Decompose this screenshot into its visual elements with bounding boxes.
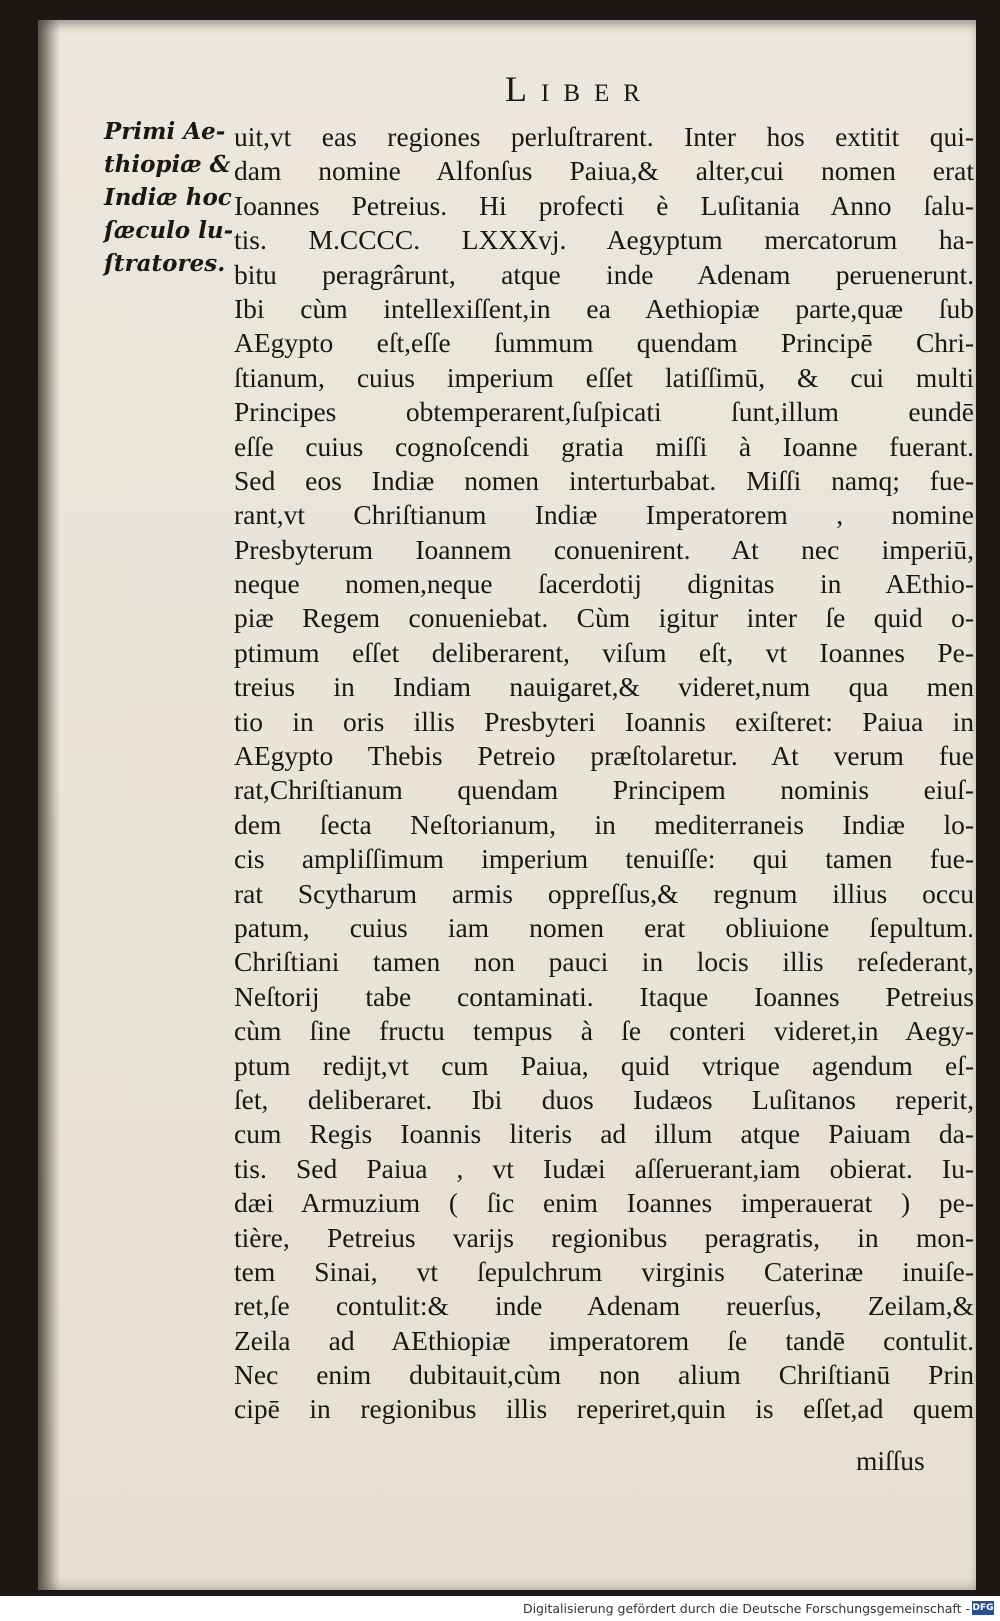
text-line: Zeila ad AEthiopiæ imperatorem ſe tandē contulit.	[234, 1324, 974, 1356]
text-line: eſſe cuius cognoſcendi gratia miſſi à Ioanne fuerant.	[234, 430, 974, 462]
text-line: AEgypto eſt,eſſe ſummum quendam Principē Chri-	[234, 327, 974, 359]
text-line: cum Regis Ioannis literis ad illum atque Paiuam da-	[234, 1118, 974, 1150]
text-line: AEgypto Thebis Petreio præſtolaretur. At verum fue	[234, 740, 974, 772]
text-line: dam nomine Alfonſus Paiua,& alter,cui nomen erat	[234, 155, 974, 187]
digitization-footer	[0, 1596, 1000, 1621]
marginal-note	[104, 115, 254, 280]
text-line: uit,vt eas regiones perluſtrarent. Inter hos extitit qui-	[234, 121, 974, 152]
text-line: cis ampliſſimum imperium tenuiſſe: qui tamen fue-	[234, 843, 974, 875]
page-spine-shadow	[38, 20, 60, 1590]
text-line: ſtianum, cuius imperium eſſet latiſſimū, & cui multi	[234, 361, 974, 393]
text-line: dæi Armuzium ( ſic enim Ioannes imperauerat ) pe-	[234, 1187, 974, 1219]
dfg-logo: DFG	[972, 1603, 994, 1613]
text-line: Ibi cùm intellexiſſent,in ea Aethiopiæ parte,quæ ſub	[234, 292, 974, 324]
catchword: miſſus	[856, 1445, 925, 1476]
text-line: Sed eos Indiæ nomen interturbabat. Miſſi namq; fue-	[234, 464, 974, 496]
text-line: dem ſecta Neſtorianum, in mediterraneis Indiæ lo-	[234, 808, 974, 840]
footer-credit: Digitalisierung gefördert durch die Deutsche Forschungsgemeinschaft -	[522, 1601, 970, 1616]
text-line: Neſtorij tabe contaminati. Itaque Ioannes Petreius	[234, 980, 974, 1012]
text-line: piæ Regem conueniebat. Cùm igitur inter ſe quid o-	[234, 602, 974, 634]
text-line: tis. Sed Paiua , vt Iudæi aſſeruerant,iam obierat. Iu-	[234, 1152, 974, 1184]
text-line: tio in oris illis Presbyteri Ioannis exiſteret: Paiua in	[234, 705, 974, 737]
text-line: treius in Indiam nauigaret,& videret,num qua men	[234, 671, 974, 703]
marginal-note-line: thiopiæ &	[104, 151, 231, 178]
text-line: ret,ſe contulit:& inde Adenam reuerſus, Zeilam,&	[234, 1290, 974, 1322]
text-line: Principes obtemperarent,ſuſpicati ſunt,illum eundē	[234, 396, 974, 428]
text-line: cipē in regionibus illis reperiret,quin is eſſet,ad quem	[234, 1393, 974, 1425]
text-line: tière, Petreius varijs regionibus peragratis, in mon-	[234, 1221, 974, 1253]
text-line: Ioannes Petreius. Hi profecti è Luſitania Anno ſalu-	[234, 189, 974, 221]
text-line: patum, cuius iam nomen erat obliuione ſepultum.	[234, 911, 974, 943]
body-text	[234, 120, 974, 1427]
text-line: Chriſtiani tamen non pauci in locis illis reſederant,	[234, 946, 974, 978]
text-line: ptimum eſſet deliberarent, viſum eſt, vt Ioannes Pe-	[234, 636, 974, 668]
text-line: rat,Chriſtianum quendam Principem nominis eiuſ-	[234, 774, 974, 806]
text-line: tem Sinai, vt ſepulchrum virginis Caterinæ inuiſe-	[234, 1255, 974, 1287]
text-line: tis. M.CCCC. LXXXvj. Aegyptum mercatorum ha-	[234, 224, 974, 256]
text-line: cùm ſine fructu tempus à ſe conteri videret,in Aegy-	[234, 1015, 974, 1047]
running-header: Liber	[505, 69, 654, 109]
text-line: Nec enim dubitauit,cùm non alium Chriſtianū Prin	[234, 1359, 974, 1391]
text-line: Presbyterum Ioannem conuenirent. At nec imperiū,	[234, 533, 974, 565]
marginal-note-line: ſæculo lu-	[104, 217, 234, 244]
text-line: ſet, deliberaret. Ibi duos Iudæos Luſitanos reperit,	[234, 1083, 974, 1115]
text-line: neque nomen,neque ſacerdotij dignitas in AEthio-	[234, 568, 974, 600]
marginal-note-line: Primi Ae-	[104, 118, 226, 145]
marginal-note-line: ſtratores.	[104, 250, 226, 277]
text-line: ptum redijt,vt cum Paiua, quid vtrique agendum eſ-	[234, 1049, 974, 1081]
text-line: bitu peragrârunt, atque inde Adenam peruenerunt.	[234, 258, 974, 290]
text-line: rat Scytharum armis oppreſſus,& regnum illius occu	[234, 877, 974, 909]
marginal-note-line: Indiæ hoc	[104, 184, 232, 211]
book-page	[38, 20, 976, 1590]
text-line: rant,vt Chriſtianum Indiæ Imperatorem , nomine	[234, 499, 974, 531]
